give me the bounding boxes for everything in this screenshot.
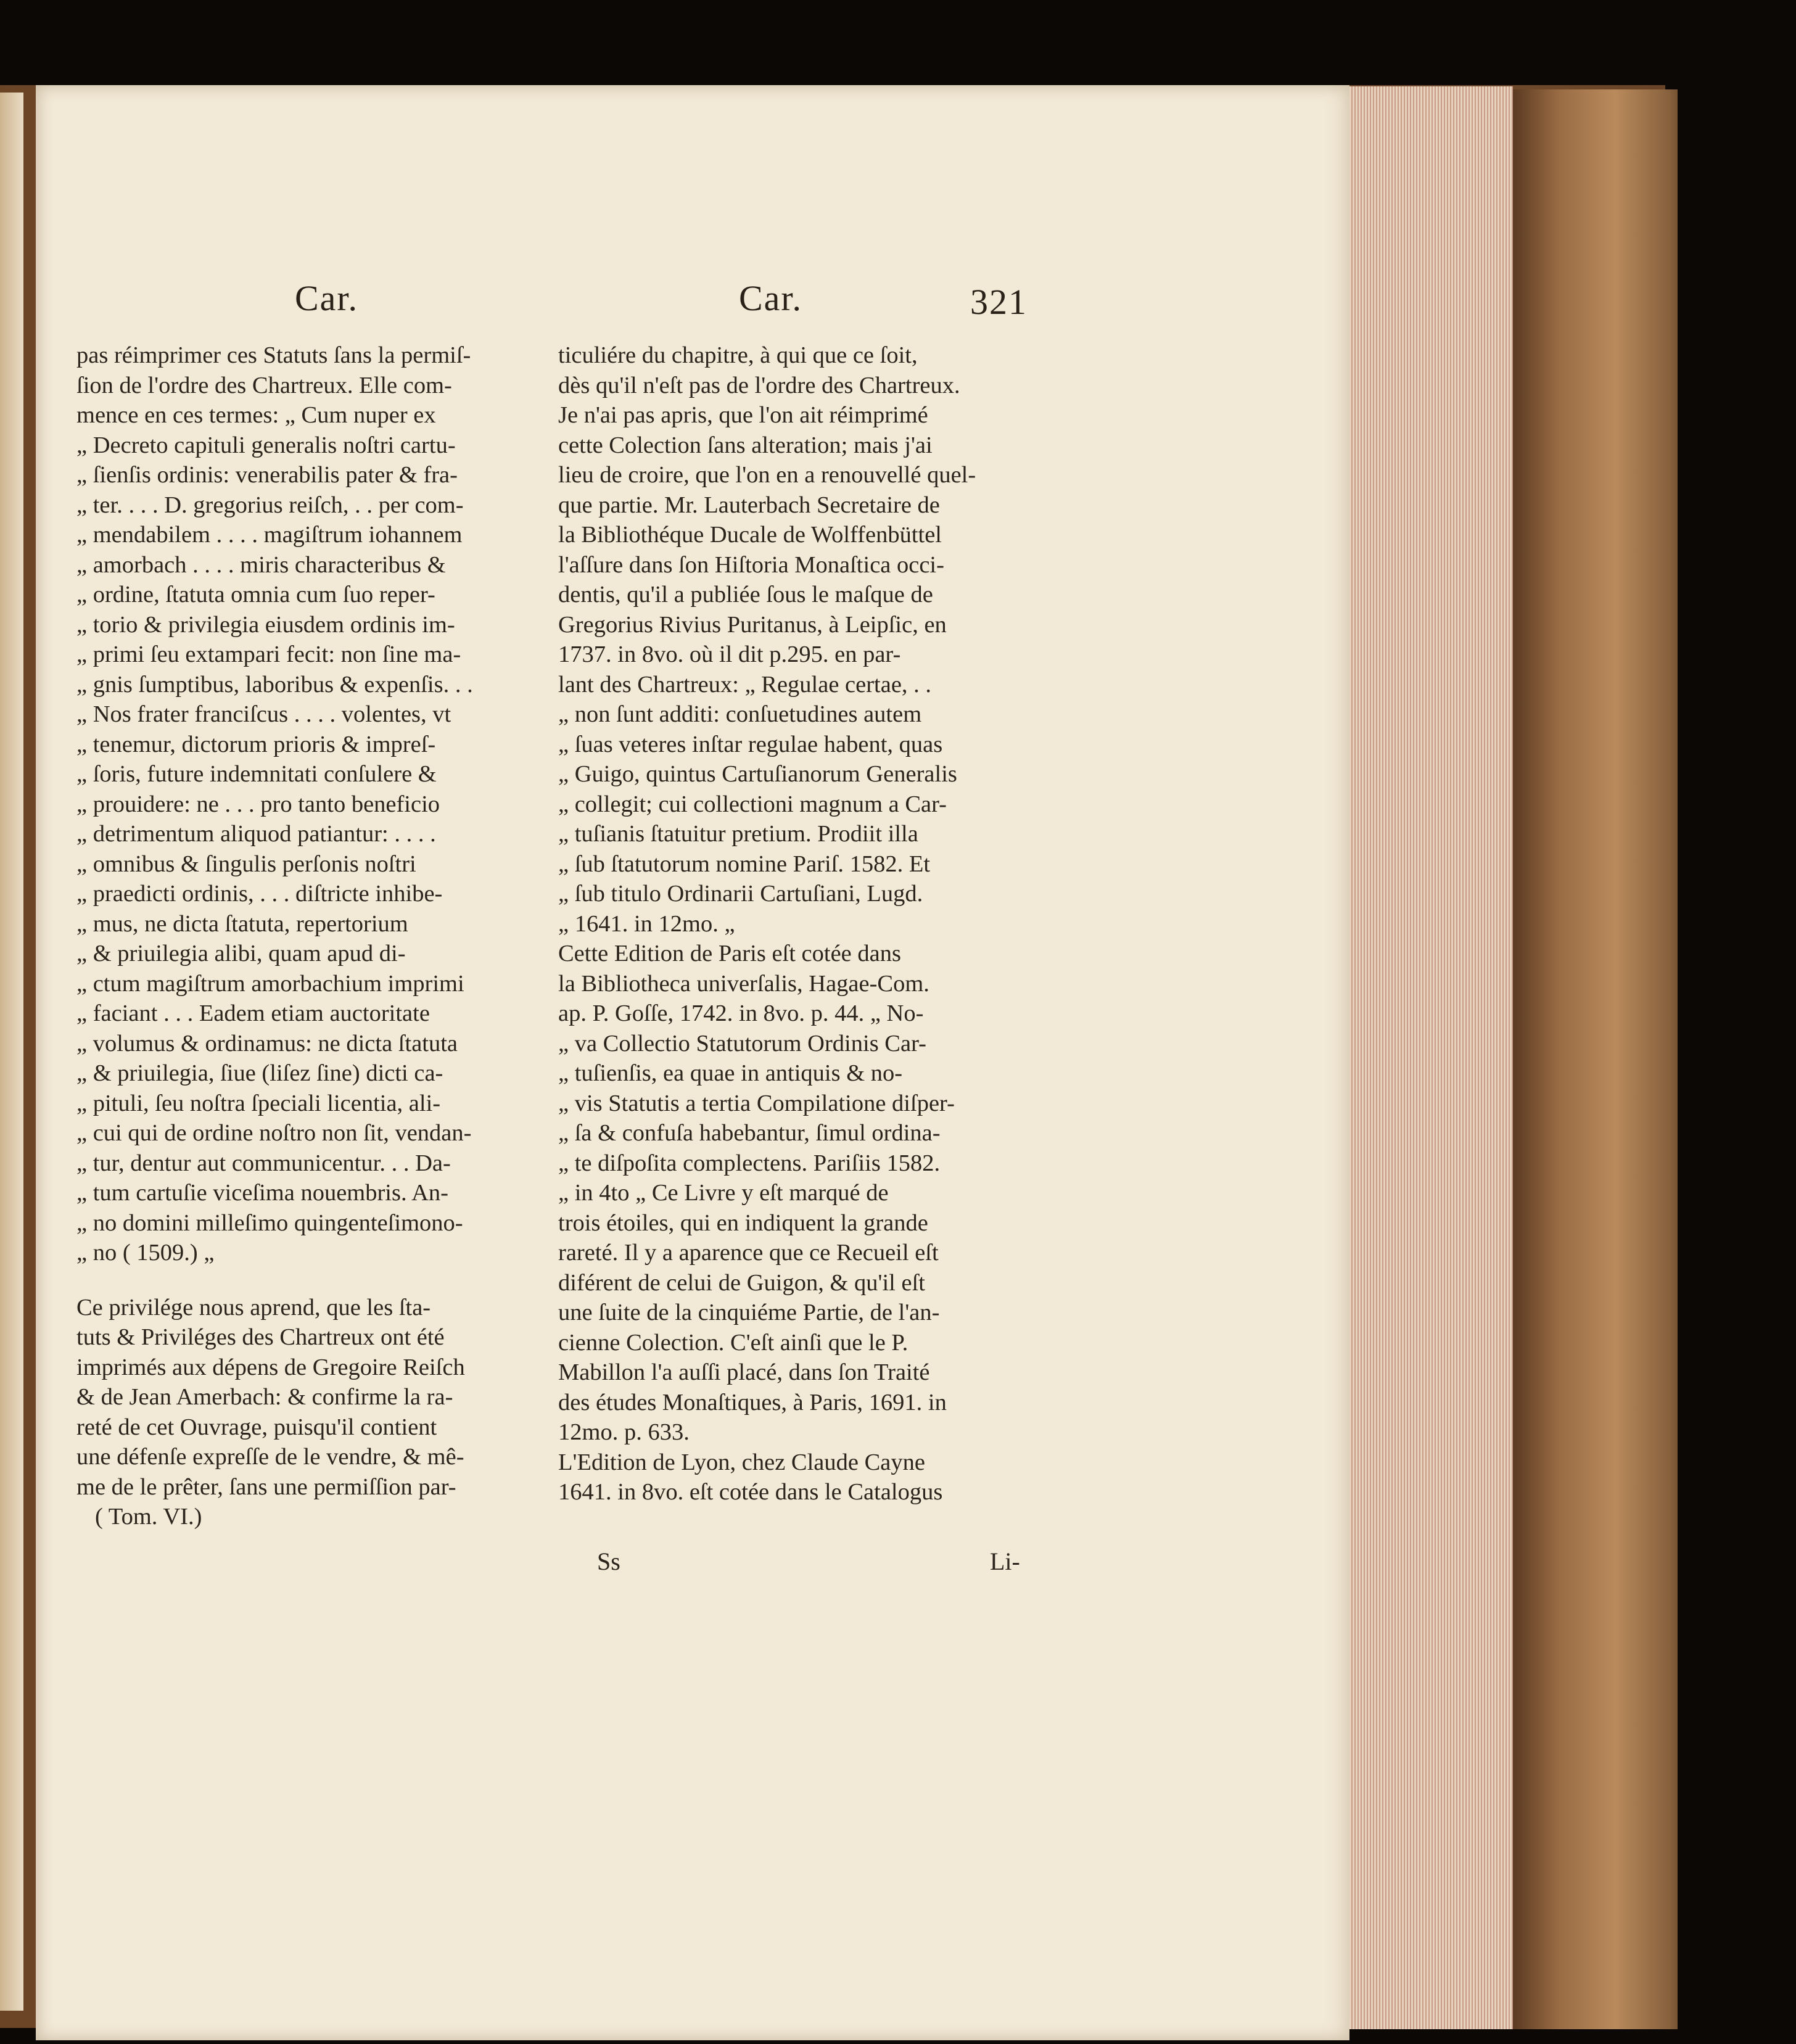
text-line: ap. P. Goſſe, 1742. in 8vo. p. 44. „ No- — [558, 1000, 924, 1026]
text-line: dès qu'il n'eſt pas de l'ordre des Chartreux. — [558, 372, 960, 398]
text-line: „ ter. . . . D. gregorius reiſch, . . per com- — [76, 492, 464, 518]
text-line: „ mendabilem . . . . magiſtrum iohannem — [76, 522, 463, 548]
left-column — [76, 340, 545, 1532]
text-line: diférent de celui de Guigon, & qu'il eſt — [558, 1269, 925, 1296]
text-line: reté de cet Ouvrage, puisqu'il contient — [76, 1414, 437, 1440]
background — [1678, 0, 1796, 2044]
text-line: „ tum cartuſie viceſima nouembris. An- — [76, 1180, 448, 1206]
text-line: „ ſienſis ordinis: venerabilis pater & fra- — [76, 462, 458, 488]
text-line: „ mus, ne dicta ſtatuta, repertorium — [76, 910, 408, 937]
text-line: cienne Colection. C'eſt ainſi que le P. — [558, 1329, 908, 1356]
text-line: „ gnis ſumptibus, laboribus & expenſis. . . — [76, 671, 473, 698]
text-line: „ & priuilegia alibi, quam apud di- — [76, 941, 406, 966]
text-line: la Bibliotheca univerſalis, Hagae-Com. — [558, 970, 929, 997]
text-line: „ omnibus & ſingulis perſonis noſtri — [76, 851, 416, 877]
text-line: lieu de croire, que l'on en a renouvellé quel- — [558, 462, 976, 488]
text-line: „ tenemur, dictorum prioris & impreſ- — [76, 731, 436, 757]
text-line: 1737. in 8vo. où il dit p.295. en par- — [558, 641, 901, 667]
volume-footer: ( Tom. VI.) — [95, 1504, 202, 1530]
text-line: „ ſuas veteres inſtar regulae habent, quas — [558, 731, 943, 757]
text-line: 1641. in 8vo. eſt cotée dans le Catalogus — [558, 1479, 943, 1505]
text-line: lant des Chartreux: „ Regulae certae, . . — [558, 671, 932, 698]
right-column-lines — [558, 340, 1027, 1507]
text-line: „ detrimentum aliquod patiantur: . . . . — [76, 821, 436, 847]
text-line: une défenſe expreſſe de le vendre, & mê- — [76, 1444, 464, 1470]
text-line: & de Jean Amerbach: & confirme la ra- — [76, 1384, 453, 1410]
text-line: Je n'ai pas apris, que l'on ait réimprimé — [558, 402, 928, 428]
text-line: „ ſub ſtatutorum nomine Pariſ. 1582. Et — [558, 851, 931, 877]
text-line: „ collegit; cui collectioni magnum a Car- — [558, 791, 947, 817]
text-line: „ ſoris, future indemnitati conſulere & — [76, 761, 437, 787]
text-line: „ cui qui de ordine noſtro non ſit, vendan- — [76, 1120, 472, 1146]
text-line: „ tuſienſis, ea quae in antiquis & no- — [558, 1060, 903, 1086]
text-line: rareté. Il y a aparence que ce Recueil eſt — [558, 1240, 939, 1266]
text-line: me de le prêter, ſans une permiſſion par- — [76, 1473, 456, 1500]
text-line: „ faciant . . . Eadem etiam auctoritate — [76, 1000, 430, 1026]
text-line: „ volumus & ordinamus: ne dicta ſtatuta — [76, 1030, 458, 1057]
text-line: des études Monaſtiques, à Paris, 1691. in — [558, 1389, 947, 1416]
text-line: „ 1641. in 12mo. „ — [558, 910, 735, 937]
text-line: „ & priuilegia, ſiue (liſez ſine) dicti ca- — [76, 1060, 443, 1086]
text-line: une ſuite de la cinquiéme Partie, de l'an- — [558, 1300, 940, 1325]
text-line: „ Nos frater franciſcus . . . . volentes, vt — [76, 701, 451, 727]
left-column-paragraph-2 — [76, 1293, 545, 1502]
text-line: „ tur, dentur aut communicentur. . . Da- — [76, 1150, 451, 1176]
text-line: tuts & Priviléges des Chartreux ont été — [76, 1324, 445, 1350]
right-column — [558, 340, 1027, 1507]
text-line: „ non ſunt additi: conſuetudines autem — [558, 701, 922, 727]
signature-mark: Ss — [597, 1547, 620, 1575]
page-edges — [1349, 86, 1513, 2029]
text-line: „ Guigo, quintus Cartuſianorum Generalis — [558, 761, 957, 787]
leather-binding — [1513, 89, 1698, 2029]
text-line: „ no ( 1509.) „ — [76, 1240, 215, 1266]
text-line: „ prouidere: ne . . . pro tanto beneficio — [76, 791, 440, 817]
page-number: 321 — [970, 282, 1028, 322]
text-line: „ no domini milleſimo quingenteſimono- — [76, 1210, 463, 1236]
text-line: „ praedicti ordinis, . . . diſtricte inhibe- — [76, 881, 443, 907]
text-line: la Bibliothéque Ducale de Wolffenbüttel — [558, 522, 942, 548]
text-line: L'Edition de Lyon, chez Claude Cayne — [558, 1449, 925, 1475]
right-running-head: Car. — [739, 278, 803, 318]
text-line: cette Colection ſans alteration; mais j'ai — [558, 432, 933, 458]
text-line: 12mo. p. 633. — [558, 1419, 690, 1445]
text-line: „ ſub titulo Ordinarii Cartuſiani, Lugd. — [558, 881, 923, 907]
text-line: „ ctum magiſtrum amorbachium imprimi — [76, 970, 464, 997]
text-line: Cette Edition de Paris eſt cotée dans — [558, 941, 901, 966]
text-line: que partie. Mr. Lauterbach Secretaire de — [558, 492, 940, 518]
text-line: Mabillon l'a auſſi placé, dans ſon Traité — [558, 1359, 930, 1385]
text-line: l'aſſure dans ſon Hiſtoria Monaſtica occi- — [558, 551, 944, 578]
text-line: trois étoiles, qui en indiquent la grande — [558, 1210, 928, 1236]
text-line: mence en ces termes: „ Cum nuper ex — [76, 402, 436, 428]
text-line: „ ordine, ſtatuta omnia cum ſuo reper- — [76, 582, 435, 608]
left-running-head: Car. — [295, 278, 359, 318]
text-line: Gregorius Rivius Puritanus, à Leipſic, en — [558, 611, 947, 638]
text-line: „ in 4to „ Ce Livre y eſt marqué de — [558, 1180, 889, 1206]
text-line: „ torio & privilegia eiusdem ordinis im- — [76, 611, 455, 638]
text-line: „ Decreto capituli generalis noſtri cartu- — [76, 432, 456, 458]
text-line: „ te diſpoſita complectens. Pariſiis 1582. — [558, 1150, 941, 1176]
text-line: „ ſa & confuſa habebantur, ſimul ordina- — [558, 1120, 941, 1146]
text-line: ſion de l'ordre des Chartreux. Elle com- — [76, 372, 452, 398]
text-line: pas réimprimer ces Statuts ſans la permiſ- — [76, 342, 471, 368]
text-line: imprimés aux dépens de Gregoire Reiſch — [76, 1354, 465, 1380]
text-line: „ va Collectio Statutorum Ordinis Car- — [558, 1030, 926, 1057]
text-line: „ tuſianis ſtatuitur pretium. Prodiit illa — [558, 821, 918, 847]
text-line: „ vis Statutis a tertia Compilatione diſper- — [558, 1090, 955, 1116]
text-line: „ amorbach . . . . miris characteribus & — [76, 551, 446, 578]
text-line: ticuliére du chapitre, à qui que ce ſoit, — [558, 342, 918, 368]
previous-page-edge — [0, 93, 23, 2011]
text-line: dentis, qu'il a publiée ſous le maſque de — [558, 582, 933, 608]
left-column-lines — [76, 340, 545, 1268]
catchword: Li- — [990, 1547, 1020, 1575]
text-line: „ pituli, ſeu noſtra ſpeciali licentia, ali- — [76, 1090, 441, 1116]
text-line: „ primi ſeu extampari fecit: non ſine ma- — [76, 641, 461, 667]
text-line: Ce privilége nous aprend, que les ſta- — [76, 1294, 431, 1321]
